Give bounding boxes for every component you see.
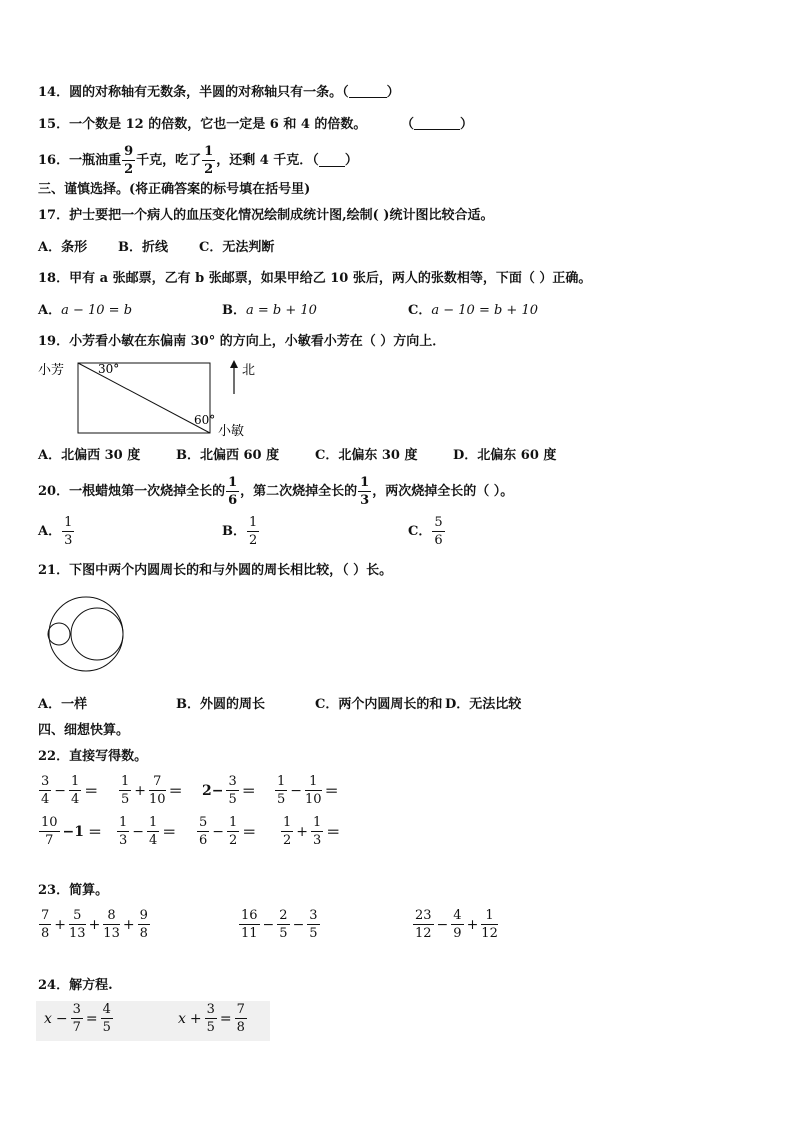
option-b[interactable]: B．北偏西 60 度: [176, 448, 280, 463]
fraction: $\frac{1}{2}$: [204, 144, 214, 177]
answer-blank[interactable]: [319, 154, 345, 167]
calc-item: $\frac{1}{3}$ − $\frac{1}{4}$ ＝: [119, 815, 177, 848]
simplify-expression: $\frac{16}{11}$ − $\frac{2}{5}$ − $\frac{3}{5}$: [241, 908, 318, 941]
calc-item: 2− $\frac{3}{5}$ ＝: [202, 774, 256, 807]
option-d[interactable]: D．北偏东 60 度: [453, 448, 557, 463]
question-24-title: 24．解方程.: [38, 978, 113, 993]
calc-item: $\frac{1}{5}$ + $\frac{7}{10}$ ＝: [121, 774, 183, 807]
outer-circle: [49, 597, 123, 671]
answer-blank[interactable]: [414, 117, 460, 130]
question-16: 16．一瓶油重 $\frac{9}{2}$ 千克，吃了 $\frac{1}{2}$ ，还剩 4 千克．（ ）: [38, 144, 358, 177]
option-a[interactable]: A． $\frac{1}{3}$: [38, 515, 73, 548]
angle-60-label: 60°: [194, 413, 216, 427]
option-a[interactable]: A．一样: [38, 697, 88, 712]
question-23-title: 23．简算。: [38, 883, 109, 898]
option-a[interactable]: A．北偏西 30 度: [38, 448, 141, 463]
question-17-text: 17．护士要把一个病人的血压变化情况绘制成统计图,绘制( )统计图比较合适。: [38, 208, 494, 223]
calc-item: $\frac{3}{4}$ − $\frac{1}{4}$ ＝: [41, 774, 99, 807]
question-20: 20．一根蜡烛第一次烧掉全长的 $\frac{1}{6}$ ，第二次烧掉全长的 $\frac{1}{3}$ ，两次烧掉全长的（ ）。: [38, 475, 514, 508]
equation: x + $\frac{3}{5}$ = $\frac{7}{8}$: [178, 1002, 245, 1035]
option-d[interactable]: D．无法比较: [445, 697, 522, 712]
calc-item: $\frac{5}{6}$ − $\frac{1}{2}$ ＝: [199, 815, 257, 848]
question-22-title: 22．直接写得数。: [38, 749, 148, 764]
option-c[interactable]: C．两个内圆周长的和: [315, 697, 443, 712]
fraction: $\frac{1}{3}$: [360, 475, 370, 508]
calc-item: $\frac{10}{7}$ −1 ＝: [41, 815, 103, 848]
question-14-text: 14．圆的对称轴有无数条，半圆的对称轴只有一条。（: [38, 85, 349, 100]
answer-blank[interactable]: [349, 85, 387, 98]
question-14: 14．圆的对称轴有无数条，半圆的对称轴只有一条。（ ）: [38, 85, 400, 100]
option-b[interactable]: B． $\frac{1}{2}$: [222, 515, 258, 548]
north-label: 北: [242, 363, 256, 378]
inner-circle-large: [71, 608, 123, 660]
label-xiaomin: 小敏: [218, 424, 245, 439]
simplify-expression: $\frac{7}{8}$ + $\frac{5}{13}$ + $\frac{8}{13}$ + $\frac{9}{8}$: [41, 908, 148, 941]
option-a[interactable]: A．条形: [38, 240, 88, 255]
inner-circle-small: [48, 623, 70, 645]
option-c[interactable]: C．无法判断: [199, 240, 275, 255]
label-xiaofang: 小芳: [38, 363, 65, 378]
option-c[interactable]: C．a − 10 = b + 10: [408, 303, 538, 318]
circles-diagram: [40, 596, 132, 676]
option-c[interactable]: C． $\frac{5}{6}$: [408, 515, 443, 548]
section-4-heading: 四、细想快算。: [38, 723, 130, 738]
direction-diagram: [36, 358, 266, 442]
calc-item: $\frac{1}{5}$ − $\frac{1}{10}$ ＝: [277, 774, 339, 807]
question-21-text: 21．下图中两个内圆周长的和与外圆的周长相比较，（ ）长。: [38, 563, 393, 578]
question-15: 15．一个数是 12 的倍数，它也一定是 6 和 4 的倍数。 （ ）: [38, 117, 473, 132]
north-arrowhead: [230, 360, 238, 368]
option-a[interactable]: A．a − 10 = b: [38, 303, 133, 318]
question-15-text: 15．一个数是 12 的倍数，它也一定是 6 和 4 的倍数。: [38, 117, 367, 132]
section-3-heading: 三、谨慎选择。(将正确答案的标号填在括号里): [38, 182, 311, 197]
question-19-text: 19．小芳看小敏在东偏南 30° 的方向上，小敏看小芳在（ ）方向上．: [38, 334, 446, 349]
option-b[interactable]: B．折线: [118, 240, 168, 255]
angle-30-label: 30°: [98, 362, 120, 376]
fraction: $\frac{9}{2}$: [124, 144, 134, 177]
calc-item: $\frac{1}{2}$ + $\frac{1}{3}$ ＝: [283, 815, 341, 848]
equation: x − $\frac{3}{7}$ = $\frac{4}{5}$: [44, 1002, 111, 1035]
fraction: $\frac{1}{6}$: [228, 475, 238, 508]
option-b[interactable]: B．a = b + 10: [222, 303, 317, 318]
option-b[interactable]: B．外圆的周长: [176, 697, 265, 712]
option-c[interactable]: C．北偏东 30 度: [315, 448, 418, 463]
question-18-text: 18．甲有 a 张邮票，乙有 b 张邮票，如果甲给乙 10 张后，两人的张数相等，下面（ ）正确。: [38, 271, 592, 286]
simplify-expression: $\frac{23}{12}$ − $\frac{4}{9}$ + $\frac{1}{12}$: [415, 908, 498, 941]
